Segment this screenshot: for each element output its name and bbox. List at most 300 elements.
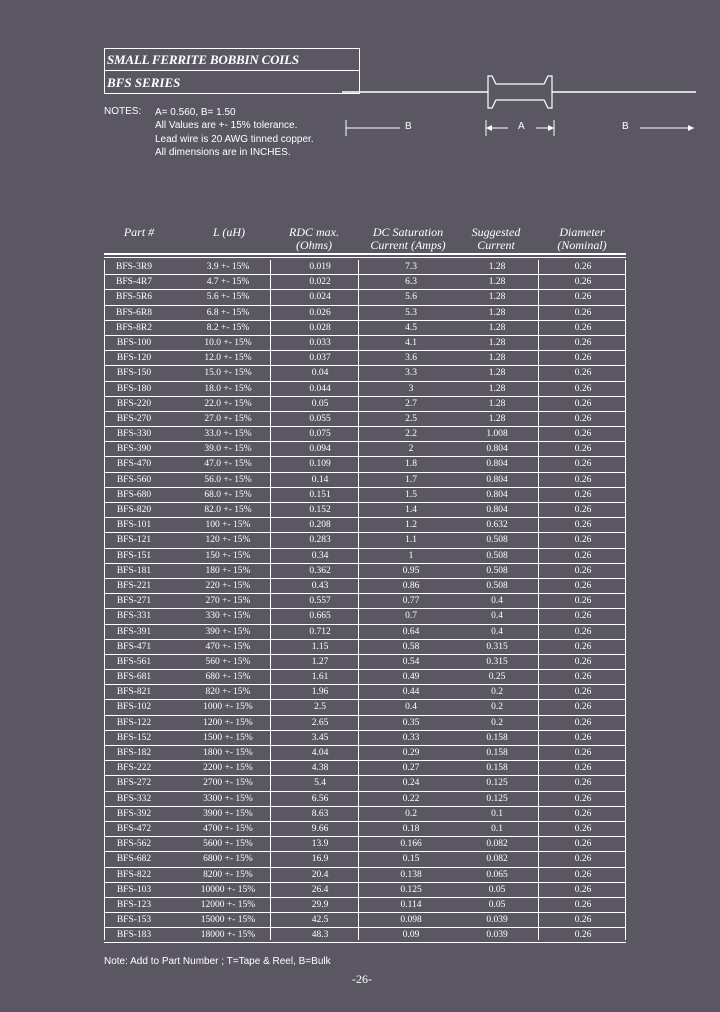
table-row <box>104 457 626 472</box>
dc-saturation-cell: 4.1 <box>405 337 417 348</box>
rdc-cell: 4.04 <box>311 748 329 758</box>
part-number-cell: BFS-6R8 <box>116 307 152 318</box>
inductance-cell: 100 +- 15% <box>205 520 251 531</box>
diameter-cell: 0.26 <box>574 520 592 531</box>
part-number-cell: BFS-270 <box>116 413 152 424</box>
part-number-cell: BFS-681 <box>116 672 152 683</box>
inductance-cell: 6800 +- 15% <box>203 854 253 865</box>
table-row <box>104 473 626 488</box>
table-row <box>104 913 626 928</box>
rdc-cell: 2.65 <box>311 717 329 728</box>
suggested-current-cell: 0.508 <box>486 550 508 561</box>
suggested-current-cell: 0.315 <box>486 641 508 652</box>
part-number-cell: BFS-222 <box>116 763 152 774</box>
inductance-cell: 180 +- 15% <box>205 565 251 576</box>
dc-saturation-cell: 2.2 <box>405 429 417 440</box>
suggested-current-cell: 0.25 <box>488 672 506 683</box>
dimension-label-a: A <box>518 121 525 132</box>
part-number-cell: BFS-4R7 <box>116 277 152 288</box>
table-row <box>104 807 626 822</box>
table-row <box>104 655 626 670</box>
diameter-cell: 0.26 <box>574 717 592 728</box>
rdc-cell: 0.109 <box>309 459 331 470</box>
diameter-cell: 0.26 <box>574 596 592 607</box>
col-header-suggested <box>456 226 536 251</box>
part-number-cell: BFS-5R6 <box>116 292 152 303</box>
suggested-current-cell: 0.4 <box>491 596 503 607</box>
suggested-current-cell: 0.315 <box>486 656 508 667</box>
part-number-cell: BFS-391 <box>116 626 152 637</box>
dc-saturation-cell: 0.86 <box>402 580 420 591</box>
table-row <box>104 306 626 321</box>
part-number-cell: BFS-121 <box>116 535 152 546</box>
part-number-cell: BFS-471 <box>116 641 152 652</box>
dimension-label-b-left: B <box>405 121 412 132</box>
table-row <box>104 488 626 503</box>
rdc-cell: 1.61 <box>311 672 329 683</box>
diameter-cell: 0.26 <box>574 505 592 515</box>
inductance-cell: 820 +- 15% <box>205 687 251 698</box>
table-row <box>104 382 626 397</box>
part-number-cell: BFS-560 <box>116 474 152 485</box>
part-number-cell: BFS-151 <box>116 550 152 561</box>
diameter-cell: 0.26 <box>574 292 592 303</box>
rdc-cell: 0.028 <box>309 322 331 333</box>
diameter-cell: 0.26 <box>574 808 592 819</box>
rdc-cell: 26.4 <box>311 884 329 895</box>
inductance-cell: 470 +- 15% <box>205 641 251 652</box>
inductance-cell: 10.0 +- 15% <box>204 337 252 348</box>
column-divider <box>270 260 271 940</box>
inductance-cell: 270 +- 15% <box>205 596 251 607</box>
suggested-current-cell: 0.4 <box>491 611 503 622</box>
inductance-cell: 15.0 +- 15% <box>204 368 252 379</box>
rdc-cell: 0.075 <box>309 429 331 440</box>
dc-saturation-cell: 0.2 <box>405 808 417 819</box>
part-number-cell: BFS-3R9 <box>116 262 152 272</box>
diameter-cell: 0.26 <box>574 398 592 409</box>
dc-saturation-cell: 0.4 <box>405 702 417 713</box>
rdc-cell: 0.033 <box>309 337 331 348</box>
dc-saturation-cell: 7.3 <box>405 262 417 272</box>
table-row <box>104 928 626 943</box>
dc-saturation-cell: 0.18 <box>402 823 420 834</box>
header-text: RDC max. <box>289 225 339 239</box>
part-number-cell: BFS-820 <box>116 505 152 515</box>
diameter-cell: 0.26 <box>574 656 592 667</box>
table-row <box>104 275 626 290</box>
suggested-current-cell: 0.2 <box>491 687 503 698</box>
dc-saturation-cell: 3.6 <box>405 353 417 364</box>
rdc-cell: 3.45 <box>311 732 329 743</box>
inductance-cell: 1500 +- 15% <box>203 732 253 743</box>
table-row <box>104 579 626 594</box>
inductance-cell: 8.2 +- 15% <box>206 322 250 333</box>
inductance-cell: 12.0 +- 15% <box>204 353 252 364</box>
diameter-cell: 0.26 <box>574 459 592 470</box>
rdc-cell: 0.024 <box>309 292 331 303</box>
rdc-cell: 0.557 <box>309 596 331 607</box>
inductance-cell: 15000 +- 15% <box>200 915 256 926</box>
header-rule <box>104 253 626 255</box>
suggested-current-cell: 0.508 <box>486 535 508 546</box>
part-number-cell: BFS-821 <box>116 687 152 698</box>
dc-saturation-cell: 1.4 <box>405 505 417 515</box>
rdc-cell: 4.38 <box>311 763 329 774</box>
inductance-cell: 33.0 +- 15% <box>204 429 252 440</box>
diameter-cell: 0.26 <box>574 732 592 743</box>
inductance-cell: 220 +- 15% <box>205 580 251 591</box>
diameter-cell: 0.26 <box>574 626 592 637</box>
notes-label: NOTES: <box>104 106 142 117</box>
header-rule <box>104 257 626 258</box>
header-text: Diameter <box>559 225 605 239</box>
header-text: DC Saturation <box>372 225 444 239</box>
part-number-cell: BFS-330 <box>116 429 152 440</box>
inductance-cell: 8200 +- 15% <box>203 869 253 880</box>
part-number-cell: BFS-682 <box>116 854 152 865</box>
header-text: Current <box>477 237 515 252</box>
diameter-cell: 0.26 <box>574 930 592 941</box>
part-number-cell: BFS-472 <box>116 823 152 834</box>
suggested-current-cell: 0.2 <box>491 717 503 728</box>
diameter-cell: 0.26 <box>574 383 592 394</box>
header-text: (Ohms) <box>296 237 332 252</box>
dc-saturation-cell: 5.6 <box>405 292 417 303</box>
suggested-current-cell: 1.28 <box>488 413 506 424</box>
table-row <box>104 336 626 351</box>
table-row <box>104 746 626 761</box>
table-row <box>104 503 626 518</box>
suggested-current-cell: 0.1 <box>491 808 503 819</box>
suggested-current-cell: 0.2 <box>491 702 503 713</box>
rdc-cell: 0.14 <box>311 474 329 485</box>
part-number-cell: BFS-120 <box>116 353 152 364</box>
diameter-cell: 0.26 <box>574 748 592 758</box>
suggested-current-cell: 1.28 <box>488 398 506 409</box>
column-divider <box>358 260 359 940</box>
inductance-cell: 5600 +- 15% <box>203 839 253 850</box>
diameter-cell: 0.26 <box>574 353 592 364</box>
table-row <box>104 837 626 852</box>
table-row <box>104 564 626 579</box>
suggested-current-cell: 0.039 <box>486 930 508 941</box>
diameter-cell: 0.26 <box>574 869 592 880</box>
part-number-cell: BFS-822 <box>116 869 152 880</box>
rdc-cell: 0.43 <box>311 580 329 591</box>
suggested-current-cell: 1.28 <box>488 292 506 303</box>
part-number-cell: BFS-271 <box>116 596 152 607</box>
dc-saturation-cell: 0.24 <box>402 778 420 789</box>
rdc-cell: 0.208 <box>309 520 331 531</box>
table-row <box>104 883 626 898</box>
dc-saturation-cell: 0.54 <box>402 656 420 667</box>
inductance-cell: 330 +- 15% <box>205 611 251 622</box>
table-row <box>104 716 626 731</box>
table-row <box>104 594 626 609</box>
table-row <box>104 609 626 624</box>
inductance-cell: 39.0 +- 15% <box>204 444 252 455</box>
inductance-cell: 1200 +- 15% <box>203 717 253 728</box>
suggested-current-cell: 0.125 <box>486 793 508 804</box>
rdc-cell: 29.9 <box>311 899 329 910</box>
table-left-border <box>104 260 105 940</box>
part-number-cell: BFS-220 <box>116 398 152 409</box>
part-number-cell: BFS-101 <box>116 520 152 531</box>
dc-saturation-cell: 6.3 <box>405 277 417 288</box>
dc-saturation-cell: 0.125 <box>400 884 422 895</box>
diameter-cell: 0.26 <box>574 444 592 455</box>
coil-dimension-diagram <box>340 64 700 144</box>
suggested-current-cell: 0.804 <box>486 489 508 500</box>
diameter-cell: 0.26 <box>574 277 592 288</box>
inductance-cell: 1000 +- 15% <box>203 702 253 713</box>
dc-saturation-cell: 0.27 <box>402 763 420 774</box>
note-item: A= 0.560, B= 1.50 <box>155 107 236 118</box>
suggested-current-cell: 1.28 <box>488 262 506 272</box>
diameter-cell: 0.26 <box>574 687 592 698</box>
header-text: L (uH) <box>212 225 246 239</box>
part-number-cell: BFS-272 <box>116 778 152 789</box>
diameter-cell: 0.26 <box>574 535 592 546</box>
part-number-cell: BFS-102 <box>116 702 152 713</box>
suggested-current-cell: 1.28 <box>488 353 506 364</box>
table-row <box>104 670 626 685</box>
header-text: Current (Amps) <box>370 237 446 252</box>
suggested-current-cell: 0.4 <box>491 626 503 637</box>
table-row <box>104 290 626 305</box>
table-right-border <box>625 260 626 940</box>
inductance-cell: 680 +- 15% <box>205 672 251 683</box>
table-row <box>104 700 626 715</box>
dc-saturation-cell: 0.95 <box>402 565 420 576</box>
part-number-cell: BFS-100 <box>116 337 152 348</box>
rdc-cell: 6.56 <box>311 793 329 804</box>
inductance-cell: 3300 +- 15% <box>203 793 253 804</box>
suggested-current-cell: 0.804 <box>486 505 508 515</box>
rdc-cell: 0.094 <box>309 444 331 455</box>
dc-saturation-cell: 2.7 <box>405 398 417 409</box>
table-row <box>104 792 626 807</box>
rdc-cell: 0.665 <box>309 611 331 622</box>
diameter-cell: 0.26 <box>574 672 592 683</box>
col-header-diameter <box>540 226 624 251</box>
arrow-icon <box>548 125 554 131</box>
diameter-cell: 0.26 <box>574 337 592 348</box>
diameter-cell: 0.26 <box>574 884 592 895</box>
part-number-cell: BFS-150 <box>116 368 152 379</box>
dimension-label-b-right: B <box>622 121 629 132</box>
diameter-cell: 0.26 <box>574 702 592 713</box>
part-number-cell: BFS-332 <box>116 793 152 804</box>
inductance-cell: 150 +- 15% <box>205 550 251 561</box>
spec-table <box>104 260 626 943</box>
inductance-cell: 4.7 +- 15% <box>206 277 250 288</box>
dc-saturation-cell: 5.3 <box>405 307 417 318</box>
part-number-cell: BFS-180 <box>116 383 152 394</box>
series-title: SMALL FERRITE BOBBIN COILS <box>105 49 359 71</box>
dc-saturation-cell: 0.098 <box>400 915 422 926</box>
diameter-cell: 0.26 <box>574 778 592 789</box>
inductance-cell: 68.0 +- 15% <box>204 489 252 500</box>
inductance-cell: 120 +- 15% <box>205 535 251 546</box>
col-header-rdc <box>274 226 354 251</box>
suggested-current-cell: 0.05 <box>488 899 506 910</box>
suggested-current-cell: 0.804 <box>486 444 508 455</box>
suggested-current-cell: 1.28 <box>488 307 506 318</box>
inductance-cell: 5.6 +- 15% <box>206 292 250 303</box>
table-row <box>104 321 626 336</box>
suggested-current-cell: 0.508 <box>486 565 508 576</box>
suggested-current-cell: 0.082 <box>486 854 508 865</box>
diameter-cell: 0.26 <box>574 823 592 834</box>
part-number-cell: BFS-470 <box>116 459 152 470</box>
diameter-cell: 0.26 <box>574 322 592 333</box>
diameter-cell: 0.26 <box>574 580 592 591</box>
dc-saturation-cell: 1.7 <box>405 474 417 485</box>
inductance-cell: 47.0 +- 15% <box>204 459 252 470</box>
table-row <box>104 852 626 867</box>
inductance-cell: 1800 +- 15% <box>203 748 253 758</box>
page-number: -26- <box>352 972 372 986</box>
inductance-cell: 560 +- 15% <box>205 656 251 667</box>
dc-saturation-cell: 0.09 <box>402 930 420 941</box>
suggested-current-cell: 0.804 <box>486 474 508 485</box>
rdc-cell: 13.9 <box>311 839 329 850</box>
table-row <box>104 625 626 640</box>
suggested-current-cell: 0.632 <box>486 520 508 531</box>
dc-saturation-cell: 3 <box>408 383 414 394</box>
rdc-cell: 0.362 <box>309 565 331 576</box>
table-row <box>104 776 626 791</box>
header-text: (Nominal) <box>557 237 607 252</box>
dc-saturation-cell: 0.77 <box>402 596 420 607</box>
part-number-cell: BFS-152 <box>116 732 152 743</box>
rdc-cell: 5.4 <box>314 778 326 789</box>
suggested-current-cell: 1.28 <box>488 368 506 379</box>
dc-saturation-cell: 0.138 <box>400 869 422 880</box>
part-number-cell: BFS-680 <box>116 489 152 500</box>
diameter-cell: 0.26 <box>574 839 592 850</box>
inductance-cell: 56.0 +- 15% <box>204 474 252 485</box>
table-row <box>104 351 626 366</box>
rdc-cell: 0.152 <box>309 505 331 515</box>
dc-saturation-cell: 2 <box>408 444 414 455</box>
suggested-current-cell: 0.1 <box>491 823 503 834</box>
dc-saturation-cell: 0.7 <box>405 611 417 622</box>
table-row <box>104 533 626 548</box>
rdc-cell: 1.96 <box>311 687 329 698</box>
bobbin-body <box>488 76 552 108</box>
diameter-cell: 0.26 <box>574 307 592 318</box>
part-number-cell: BFS-562 <box>116 839 152 850</box>
arrow-icon <box>688 125 694 131</box>
suggested-current-cell: 1.28 <box>488 383 506 394</box>
dc-saturation-cell: 0.35 <box>402 717 420 728</box>
inductance-cell: 18000 +- 15% <box>200 930 256 941</box>
table-row <box>104 412 626 427</box>
series-subtitle: BFS SERIES <box>107 75 181 90</box>
table-row <box>104 518 626 533</box>
inductance-cell: 12000 +- 15% <box>200 899 256 910</box>
diameter-cell: 0.26 <box>574 899 592 910</box>
table-row <box>104 260 626 275</box>
suggested-current-cell: 0.158 <box>486 763 508 774</box>
part-number-cell: BFS-181 <box>116 565 152 576</box>
dc-saturation-cell: 0.114 <box>400 899 422 910</box>
dc-saturation-cell: 1.2 <box>405 520 417 531</box>
rdc-cell: 0.151 <box>309 489 331 500</box>
rdc-cell: 0.055 <box>309 413 331 424</box>
rdc-cell: 0.283 <box>309 535 331 546</box>
rdc-cell: 0.022 <box>309 277 331 288</box>
diameter-cell: 0.26 <box>574 641 592 652</box>
diameter-cell: 0.26 <box>574 474 592 485</box>
inductance-cell: 27.0 +- 15% <box>204 413 252 424</box>
notes-list <box>155 106 314 159</box>
suggested-current-cell: 1.008 <box>486 429 508 440</box>
part-number-cell: BFS-8R2 <box>116 322 152 333</box>
table-row <box>104 640 626 655</box>
diameter-cell: 0.26 <box>574 611 592 622</box>
suggested-current-cell: 0.508 <box>486 580 508 591</box>
diameter-cell: 0.26 <box>574 854 592 865</box>
dc-saturation-cell: 0.29 <box>402 748 420 758</box>
diameter-cell: 0.26 <box>574 763 592 774</box>
table-row <box>104 397 626 412</box>
col-header-dc-saturation <box>360 226 456 251</box>
inductance-cell: 2200 +- 15% <box>203 763 253 774</box>
part-number-cell: BFS-123 <box>116 899 152 910</box>
rdc-cell: 0.019 <box>309 262 331 272</box>
diameter-cell: 0.26 <box>574 915 592 926</box>
inductance-cell: 390 +- 15% <box>205 626 251 637</box>
suggested-current-cell: 1.28 <box>488 277 506 288</box>
diameter-cell: 0.26 <box>574 793 592 804</box>
rdc-cell: 2.5 <box>314 702 326 713</box>
diameter-cell: 0.26 <box>574 565 592 576</box>
diameter-cell: 0.26 <box>574 413 592 424</box>
rdc-cell: 0.05 <box>311 398 329 409</box>
suggested-current-cell: 1.28 <box>488 322 506 333</box>
dc-saturation-cell: 1.5 <box>405 489 417 500</box>
table-row <box>104 427 626 442</box>
dc-saturation-cell: 0.58 <box>402 641 420 652</box>
suggested-current-cell: 0.065 <box>486 869 508 880</box>
table-row <box>104 868 626 883</box>
inductance-cell: 18.0 +- 15% <box>204 383 252 394</box>
table-row <box>104 822 626 837</box>
rdc-cell: 42.5 <box>311 915 329 926</box>
series-title-box <box>104 48 360 94</box>
inductance-cell: 10000 +- 15% <box>200 884 256 895</box>
inductance-cell: 6.8 +- 15% <box>206 307 250 318</box>
inductance-cell: 22.0 +- 15% <box>204 398 252 409</box>
note-item: Lead wire is 20 AWG tinned copper. <box>155 133 314 145</box>
rdc-cell: 8.63 <box>311 808 329 819</box>
suggested-current-cell: 0.804 <box>486 459 508 470</box>
table-row <box>104 366 626 381</box>
table-row <box>104 442 626 457</box>
table-row <box>104 761 626 776</box>
suggested-current-cell: 0.039 <box>486 915 508 926</box>
rdc-cell: 0.044 <box>309 383 331 394</box>
dc-saturation-cell: 0.44 <box>402 687 420 698</box>
inductance-cell: 82.0 +- 15% <box>204 505 252 515</box>
dc-saturation-cell: 1.8 <box>405 459 417 470</box>
part-number-cell: BFS-331 <box>116 611 152 622</box>
col-header-inductance <box>184 226 274 239</box>
